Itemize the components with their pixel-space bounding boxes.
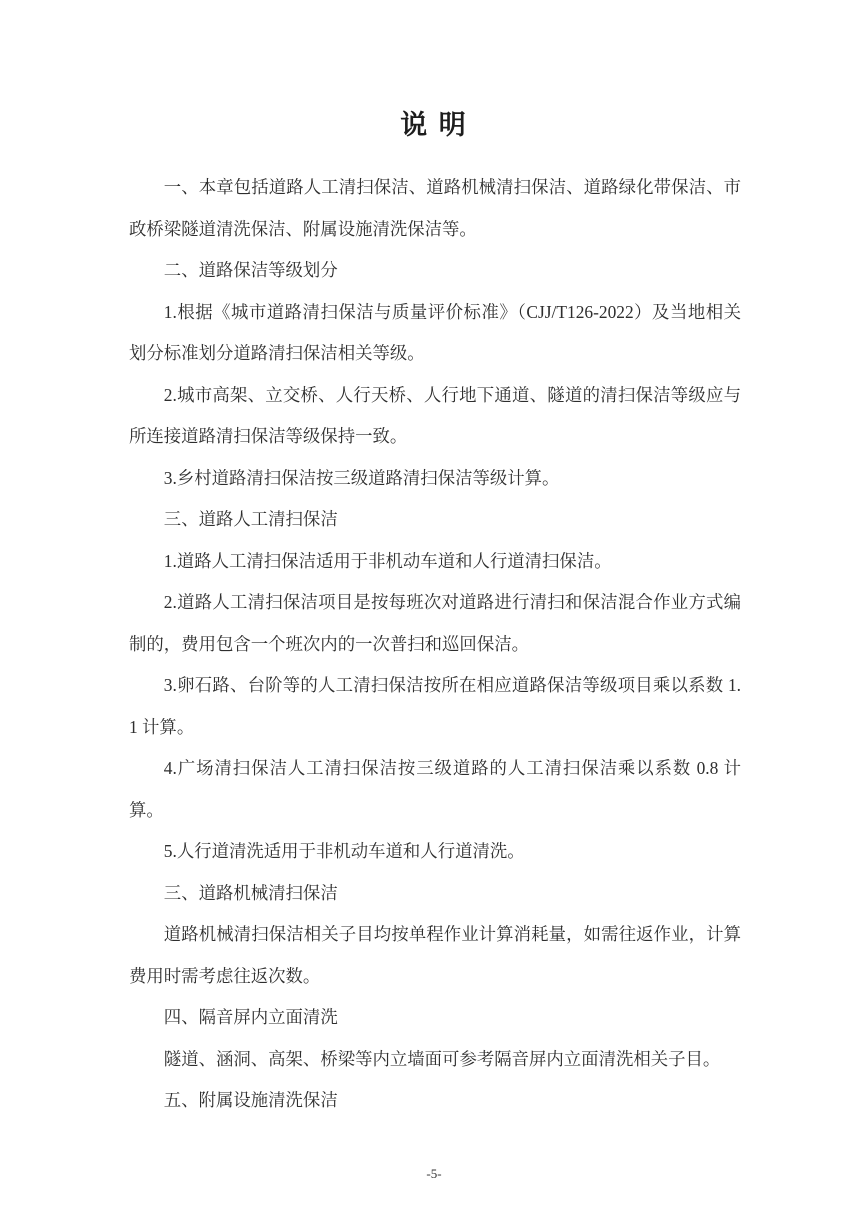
- page-title: 说 明: [400, 110, 468, 140]
- paragraph: 3.乡村道路清扫保洁按三级道路清扫保洁等级计算。: [163, 467, 560, 488]
- section-heading: 五、附属设施清洗保洁: [163, 1090, 338, 1110]
- paragraph: 3.卵石路、台阶等的人工清扫保洁按所在相应道路保洁等级项目乘以系数 1.1 计算。: [129, 675, 741, 737]
- section-heading: 三、道路人工清扫保洁: [163, 509, 338, 529]
- page-number: -5-: [426, 1166, 442, 1181]
- paragraph: 4.广场清扫保洁人工清扫保洁按三级道路的人工清扫保洁乘以系数 0.8 计算。: [129, 758, 741, 820]
- paragraph: 道路机械清扫保洁相关子目均按单程作业计算消耗量，如需往返作业，计算费用时需考虑往返次数。: [129, 924, 741, 986]
- section-heading: 三、道路机械清扫保洁: [163, 882, 338, 903]
- paragraph: 2.城市高架、立交桥、人行天桥、人行地下通道、隧道的清扫保洁等级应与所连接道路清扫保洁等级保持一致。: [129, 384, 741, 446]
- section-heading: 四、隔音屏内立面清洗: [163, 1007, 338, 1027]
- section-heading: 二、道路保洁等级划分: [163, 260, 338, 280]
- paragraph: 1.根据《城市道路清扫保洁与质量评价标准》（CJJ/T126-2022）及当地相关划分标准划分道路清扫保洁相关等级。: [129, 301, 741, 363]
- paragraph: 一、本章包括道路人工清扫保洁、道路机械清扫保洁、道路绿化带保洁、市政桥梁隧道清洗保洁、附属设施清洗保洁等。: [129, 177, 741, 239]
- paragraph: 隧道、涵洞、高架、桥梁等内立墙面可参考隔音屏内立面清洗相关子目。: [163, 1048, 721, 1069]
- paragraph: 1.道路人工清扫保洁适用于非机动车道和人行道清扫保洁。: [163, 550, 612, 571]
- paragraph: 5.人行道清洗适用于非机动车道和人行道清洗。: [163, 841, 525, 861]
- document-body: [129, 167, 741, 1122]
- paragraph: 2.道路人工清扫保洁项目是按每班次对道路进行清扫和保洁混合作业方式编制的，费用包含一个班次内的一次普扫和巡回保洁。: [129, 592, 741, 654]
